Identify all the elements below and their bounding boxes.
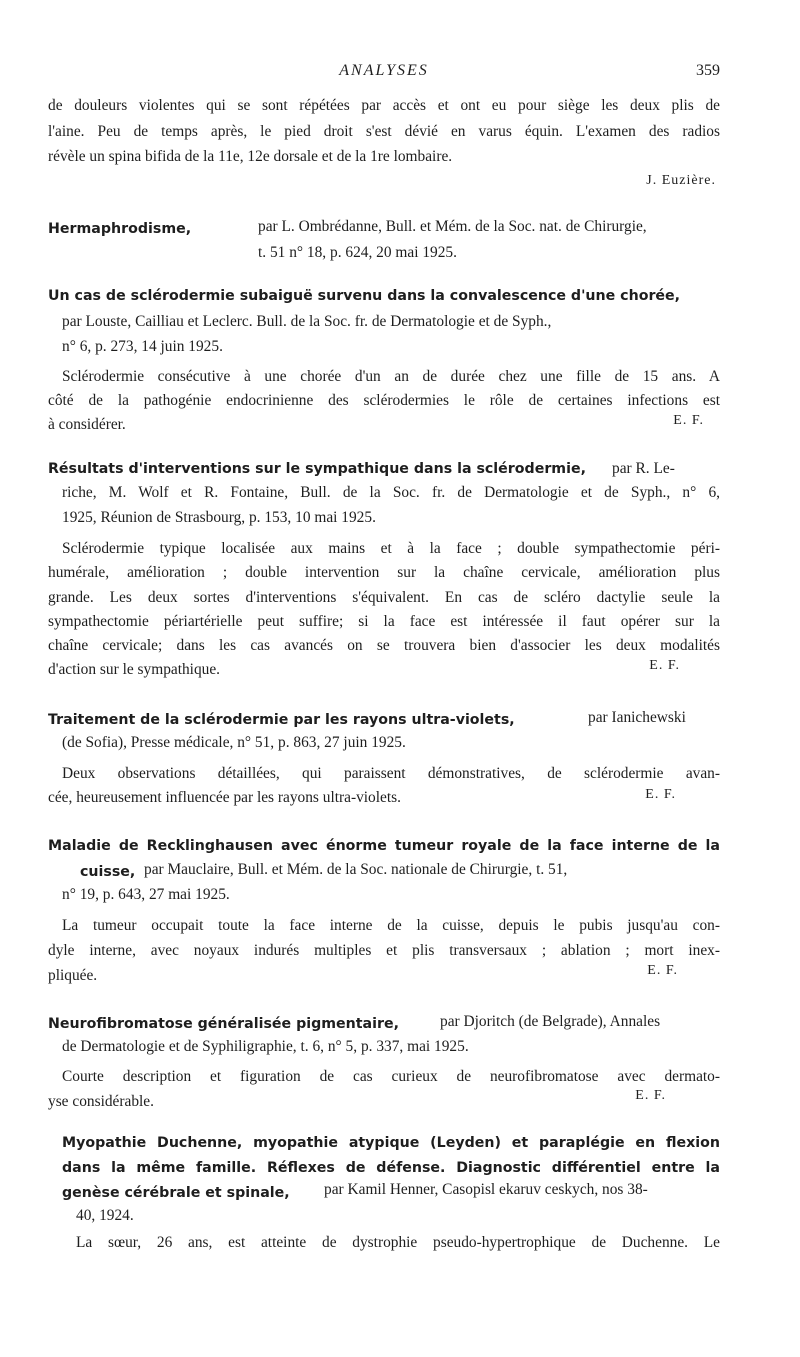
entry-title: cuisse, [80, 864, 136, 880]
body-line: côté de la pathogénie endocrinienne des sclérodermies le rôle de certaines infections est [48, 392, 720, 409]
citation-line: (de Sofia), Presse médicale, n° 51, p. 863, 27 juin 1925. [62, 734, 406, 751]
citation-line: de Dermatologie et de Syphiligraphie, t. 6, n° 5, p. 337, mai 1925. [62, 1038, 469, 1055]
entry-title: Résultats d'interventions sur le sympathique dans la sclérodermie, [48, 461, 586, 477]
body-line: Deux observations détaillées, qui paraissent démonstratives, de sclérodermie avan- [62, 765, 720, 782]
page-number: 359 [696, 62, 720, 79]
body-line: d'action sur le sympathique. [48, 661, 221, 678]
body-line: humérale, amélioration ; double intervention sur la chaîne cervicale, amélioration plus [48, 564, 720, 581]
running-title: ANALYSES [339, 62, 429, 79]
body-line: sympathectomie périartérielle peut suffire; si la face est intéressée il faut opérer sur la [48, 613, 720, 630]
citation-line: par L. Ombrédanne, Bull. et Mém. de la Soc. nat. de Chirurgie, [258, 218, 647, 235]
signature: E. F. [635, 1088, 666, 1103]
body-line: Sclérodermie consécutive à une chorée d'un an de durée chez une fille de 15 ans. A [62, 368, 720, 385]
body-line: révèle un spina bifida de la 11e, 12e dorsale et de la 1re lombaire. [48, 148, 453, 165]
citation-line: t. 51 n° 18, p. 624, 20 mai 1925. [258, 244, 457, 261]
running-head [48, 62, 720, 86]
citation-line: n° 19, p. 643, 27 mai 1925. [62, 886, 230, 903]
citation-line: par Djoritch (de Belgrade), Annales [440, 1013, 661, 1030]
citation-line: par Kamil Henner, Casopisl ekaruv ceskych, nos 38- [324, 1181, 648, 1198]
entry-title: Hermaphrodisme, [48, 221, 192, 237]
citation-line: par Mauclaire, Bull. et Mém. de la Soc. nationale de Chirurgie, t. 51, [144, 861, 568, 878]
citation-line: 1925, Réunion de Strasbourg, p. 153, 10 mai 1925. [62, 509, 376, 526]
body-line: à considérer. [48, 416, 126, 433]
citation-line: 40, 1924. [76, 1207, 134, 1224]
entry-title: Myopathie Duchenne, myopathie atypique (Leyden) et paraplégie en flexion [62, 1135, 720, 1151]
signature: E. F. [645, 787, 676, 802]
entry-title: dans la même famille. Réflexes de défense. Diagnostic différentiel entre la [62, 1160, 720, 1176]
citation-line: riche, M. Wolf et R. Fontaine, Bull. de la Soc. fr. de Dermatologie et de Syph., n° 6, [62, 484, 720, 501]
citation-line: n° 6, p. 273, 14 juin 1925. [62, 338, 223, 355]
signature: J. Euzière. [646, 173, 716, 188]
body-line: Sclérodermie typique localisée aux mains et à la face ; double sympathectomie péri- [62, 540, 720, 557]
citation-line: par R. Le- [612, 460, 675, 477]
entry-title: genèse cérébrale et spinale, [62, 1185, 290, 1201]
body-line: l'aine. Peu de temps après, le pied droit s'est dévié en varus équin. L'examen des radios [48, 123, 720, 140]
body-line: chaîne cervicale; dans les cas avancés on se trouvera bien d'associer les deux modalités [48, 637, 720, 654]
body-line: pliquée. [48, 967, 98, 984]
body-line: La sœur, 26 ans, est atteinte de dystrophie pseudo-hypertrophique de Duchenne. Le [76, 1234, 720, 1251]
entry-title: Neurofibromatose généralisée pigmentaire, [48, 1016, 399, 1032]
signature: E. F. [673, 413, 704, 428]
entry-title: Maladie de Recklinghausen avec énorme tumeur royale de la face interne de la [48, 838, 720, 854]
body-line: dyle interne, avec noyaux indurés multiples et plis transversaux ; ablation ; mort inex- [48, 942, 720, 959]
body-line: cée, heureusement influencée par les rayons ultra-violets. [48, 789, 401, 806]
entry-title: Un cas de sclérodermie subaiguë survenu dans la convalescence d'une chorée, [48, 288, 681, 304]
signature: E. F. [649, 658, 680, 673]
body-line: yse considérable. [48, 1093, 154, 1110]
entry-title: Traitement de la sclérodermie par les rayons ultra-violets, [48, 712, 515, 728]
body-line: de douleurs violentes qui se sont répétées par accès et ont eu pour siège les deux plis de [48, 97, 720, 114]
citation-line: par Ianichewski [588, 709, 686, 726]
citation-line: par Louste, Cailliau et Leclerc. Bull. de la Soc. fr. de Dermatologie et de Syph., [62, 313, 552, 330]
body-line: La tumeur occupait toute la face interne de la cuisse, depuis le pubis jusqu'au con- [62, 917, 720, 934]
body-line: grande. Les deux sortes d'interventions s'équivalent. En cas de scléro dactylie seule la [48, 589, 720, 606]
body-line: Courte description et figuration de cas curieux de neurofibromatose avec dermato- [62, 1068, 720, 1085]
signature: E. F. [647, 963, 678, 978]
